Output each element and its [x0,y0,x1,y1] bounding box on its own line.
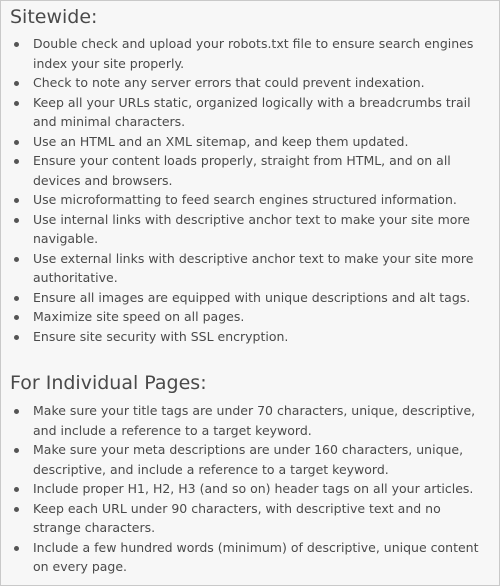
list-item [1,34,499,73]
bullet-icon [14,218,19,223]
list-item [1,93,499,132]
list-item-text: Check to note any server errors that could prevent indexation. [33,75,425,90]
list-item [1,132,499,152]
list-item-text: Use internal links with descriptive anchor text to make your site more navigable. [33,211,470,246]
bullet-icon [14,335,19,340]
list-item [1,327,499,347]
bullet-icon [14,448,19,453]
list-item-text: Double check and upload your robots.txt file to ensure search engines index your site properly. [33,36,474,71]
bullet-icon [14,487,19,492]
bullet-icon [14,546,19,551]
list-item-text: Include a few hundred words (minimum) of descriptive, unique content on every page. [33,539,479,574]
list-item-text: Ensure your content loads properly, straight from HTML, and on all devices and browsers. [33,153,451,188]
bullet-icon [14,198,19,203]
sitewide-list [1,34,499,346]
list-item-text: Use an HTML and an XML sitemap, and keep them updated. [33,133,409,149]
list-item-text: Make sure your meta descriptions are under 160 characters, unique, descriptive, and include a reference to a target keyword. [33,442,464,477]
bullet-icon [14,140,19,145]
list-item [1,538,499,577]
bullet-icon [14,315,19,320]
bullet-icon [14,296,19,301]
list-item [1,307,499,327]
bullet-icon [14,81,19,86]
list-item [1,73,499,93]
list-item [1,479,499,499]
list-item-text: Keep all your URLs static, organized logically with a breadcrumbs trail and minimal characters. [33,94,471,129]
list-item-text: Use microformatting to feed search engines structured information. [33,192,457,207]
list-item [1,440,499,479]
individual-pages-heading: For Individual Pages: [10,372,207,394]
list-item-text: Make sure your title tags are under 70 characters, unique, descriptive, and include a reference to a target keyword. [33,403,476,438]
bullet-icon [14,507,19,512]
bullet-icon [14,159,19,164]
list-item [1,288,499,308]
list-item [1,401,499,440]
bullet-icon [14,101,19,106]
list-item-text: Include proper H1, H2, H3 (and so on) header tags on all your articles. [33,481,474,496]
bullet-icon [14,42,19,47]
bullet-icon [14,257,19,262]
list-item-text: Keep each URL under 90 characters, with descriptive text and no strange characters. [33,500,441,535]
list-item [1,151,499,190]
list-item-text: Maximize site speed on all pages. [33,309,245,324]
list-item [1,499,499,538]
list-item-text: Use external links with descriptive anchor text to make your site more authoritative. [33,250,474,285]
individual-pages-list [1,401,499,577]
list-item [1,190,499,210]
list-item [1,249,499,288]
list-item-text: Ensure all images are equipped with unique descriptions and alt tags. [33,289,471,305]
bullet-icon [14,409,19,414]
list-item-text: Ensure site security with SSL encryption. [33,328,289,344]
list-item [1,210,499,249]
sitewide-heading: Sitewide: [10,6,98,28]
